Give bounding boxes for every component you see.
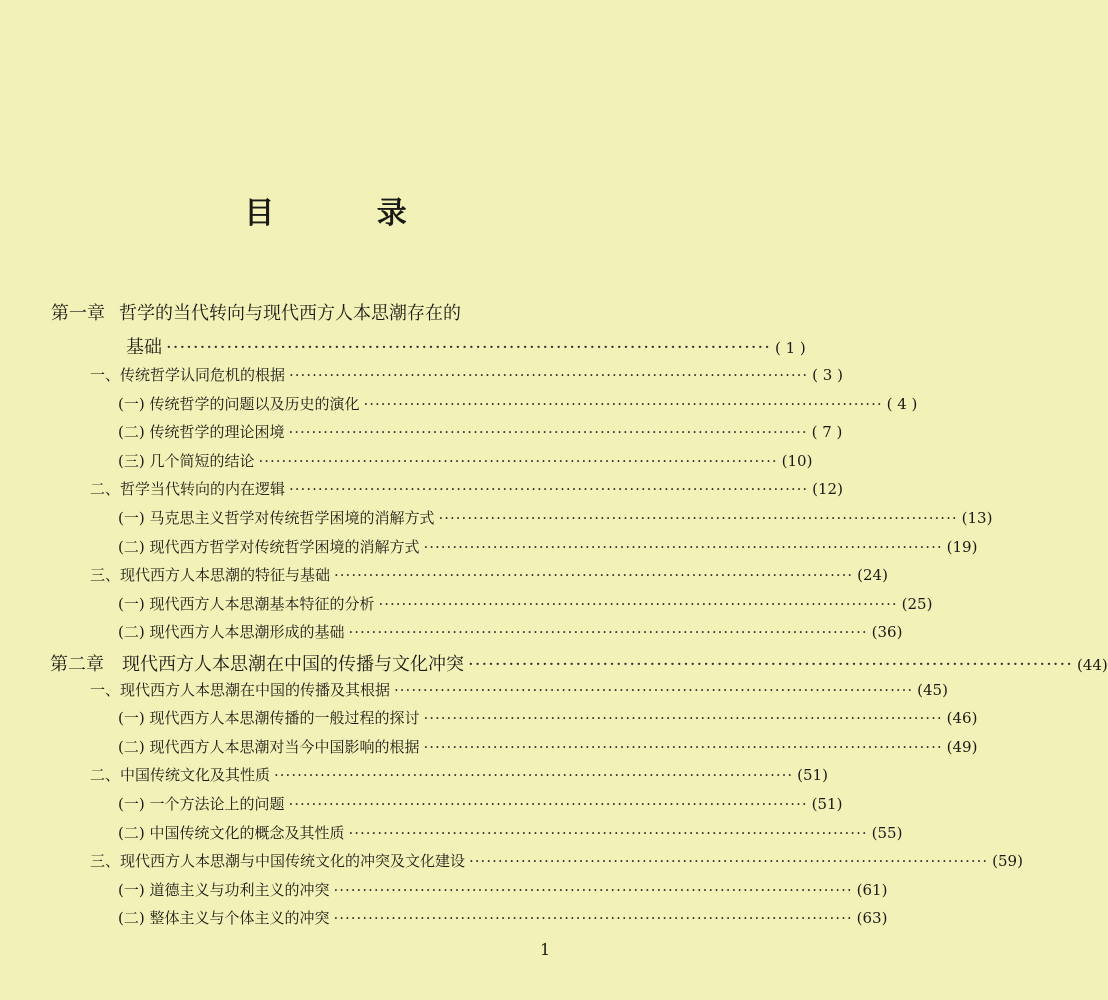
entry-title: (一) 传统哲学的问题以及历史的演化: [118, 394, 360, 413]
page-ref: ( 7 ): [811, 423, 843, 442]
dot-leader: ··························································································: [288, 423, 808, 442]
dot-leader: ··························································································: [166, 337, 771, 358]
chapter-1-title-line1: 哲学的当代转向与现代西方人本思潮存在的: [119, 303, 461, 324]
toc-entry[interactable]: [90, 478, 843, 499]
page-ref: (45): [917, 680, 948, 699]
dot-leader: ··························································································: [378, 594, 898, 613]
page-ref: (51): [797, 766, 828, 785]
toc-entry[interactable]: [118, 707, 978, 728]
page-ref: ( 4 ): [886, 394, 918, 413]
toc-entry[interactable]: [118, 793, 843, 814]
page-ref: (19): [946, 537, 978, 556]
chapter-1-title-line2: 基础: [126, 337, 162, 358]
dot-leader: ··························································································: [334, 566, 854, 585]
page-ref: (25): [901, 594, 933, 613]
entry-title: (二) 中国传统文化的概念及其性质: [118, 823, 345, 842]
entry-title: (二) 现代西方人本思潮形成的基础: [118, 623, 345, 642]
dot-leader: ··························································································: [333, 880, 853, 899]
dot-leader: ··························································································: [333, 909, 853, 928]
page-ref: ( 3 ): [812, 366, 843, 384]
dot-leader: ··························································································: [438, 509, 958, 527]
entry-title: (一) 道德主义与功利主义的冲突: [118, 880, 330, 899]
entry-title: (一) 一个方法论上的问题: [118, 795, 285, 813]
page-ref: (51): [811, 795, 843, 813]
toc-entry[interactable]: [118, 736, 978, 757]
dot-leader: ··························································································: [258, 451, 778, 470]
page-ref: (46): [946, 709, 978, 728]
toc-entry[interactable]: [90, 850, 1023, 871]
dot-leader: ··························································································: [468, 654, 1073, 675]
entry-title: (二) 传统哲学的理论困境: [118, 423, 285, 442]
entry-title: 三、现代西方人本思潮与中国传统文化的冲突及文化建设: [90, 852, 466, 871]
dot-leader: ··························································································: [288, 795, 808, 813]
entry-title: 三、现代西方人本思潮的特征与基础: [90, 566, 331, 585]
toc-entry[interactable]: [118, 536, 978, 557]
toc-entry[interactable]: [50, 650, 1108, 676]
page-ref: (24): [857, 566, 888, 585]
page-number: 1: [540, 940, 551, 959]
page-ref: (63): [856, 909, 888, 928]
toc-entry[interactable]: [90, 679, 948, 700]
entry-title: 一、现代西方人本思潮在中国的传播及其根据: [90, 680, 391, 699]
entry-title: 二、哲学当代转向的内在逻辑: [90, 480, 286, 499]
toc-entry[interactable]: [90, 564, 888, 585]
dot-leader: ··························································································: [348, 623, 868, 642]
toc-entry[interactable]: [90, 764, 828, 785]
toc-entry[interactable]: [118, 822, 903, 843]
dot-leader: ··························································································: [348, 823, 868, 842]
entry-title: 二、中国传统文化及其性质: [90, 766, 271, 785]
dot-leader: ··························································································: [423, 737, 943, 756]
entry-title: (二) 整体主义与个体主义的冲突: [118, 909, 330, 928]
dot-leader: ··························································································: [423, 709, 943, 728]
page-ref: (59): [992, 852, 1023, 871]
chapter-1-number: 第一章: [51, 303, 105, 324]
dot-leader: ··························································································: [423, 537, 943, 556]
entry-title: (一) 现代西方人本思潮传播的一般过程的探讨: [118, 709, 420, 728]
toc-entry-chapter-1[interactable]: [126, 333, 806, 359]
entry-title: (二) 现代西方人本思潮对当今中国影响的根据: [118, 737, 420, 756]
toc-entry[interactable]: [118, 450, 813, 471]
dot-leader: ··························································································: [394, 680, 914, 699]
toc-entry[interactable]: [90, 364, 843, 385]
chapter-1-heading: [51, 299, 461, 325]
entry-title: (二) 现代西方哲学对传统哲学困境的消解方式: [118, 537, 420, 556]
dot-leader: ··························································································: [363, 394, 883, 413]
entry-title: 一、传统哲学认同危机的根据: [90, 366, 286, 384]
page-ref: (44): [1076, 656, 1108, 674]
entry-title: (一) 马克思主义哲学对传统哲学困境的消解方式: [118, 509, 435, 527]
toc-entry[interactable]: [118, 593, 933, 614]
entry-title: (一) 现代西方人本思潮基本特征的分析: [118, 594, 375, 613]
toc-entry[interactable]: [118, 393, 918, 414]
page-ref: (12): [812, 480, 843, 499]
dot-leader: ··························································································: [289, 366, 809, 384]
toc-entry[interactable]: [118, 907, 888, 928]
page-title: 目 录: [244, 196, 453, 231]
entry-title: 第二章 现代西方人本思潮在中国的传播与文化冲突: [50, 654, 464, 675]
page-ref: ( 1 ): [774, 339, 806, 357]
page-ref: (13): [961, 509, 993, 527]
page-ref: (10): [781, 451, 813, 470]
dot-leader: ··························································································: [289, 480, 809, 499]
toc-entry[interactable]: [118, 421, 843, 442]
entry-title: (三) 几个简短的结论: [118, 451, 255, 470]
toc-entry[interactable]: [118, 879, 888, 900]
page-ref: (36): [871, 623, 903, 642]
dot-leader: ··························································································: [274, 766, 794, 785]
page-ref: (61): [856, 880, 888, 899]
toc-entry[interactable]: [118, 621, 903, 642]
page-ref: (55): [871, 823, 903, 842]
page-ref: (49): [946, 737, 978, 756]
dot-leader: ··························································································: [469, 852, 989, 871]
toc-entry[interactable]: [118, 507, 993, 528]
